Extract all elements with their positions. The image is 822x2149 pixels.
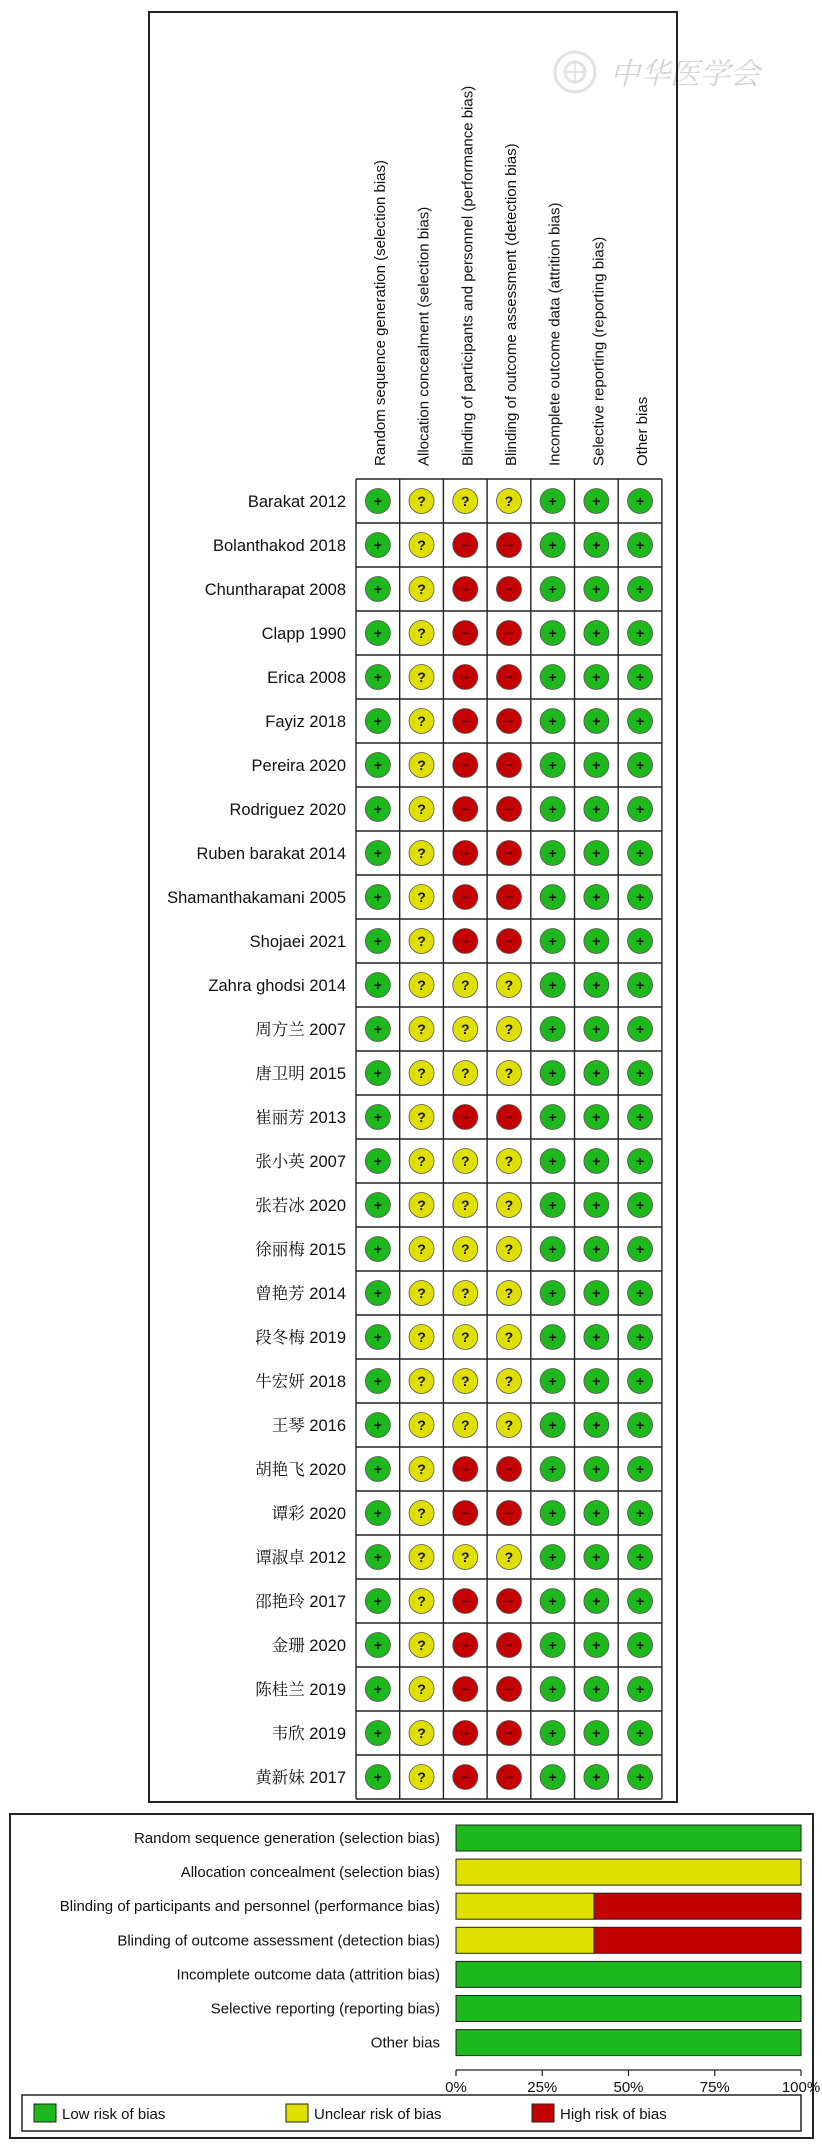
risk-symbol: + bbox=[373, 1505, 382, 1521]
risk-symbol: − bbox=[504, 757, 514, 773]
risk-symbol: − bbox=[461, 1593, 470, 1609]
risk-symbol: + bbox=[548, 1153, 557, 1169]
risk-symbol: + bbox=[548, 1197, 557, 1213]
graph-bar-segment bbox=[456, 1893, 594, 1919]
risk-symbol: ? bbox=[417, 1637, 426, 1653]
risk-symbol: ? bbox=[504, 1153, 514, 1169]
legend-label-unclear: Unclear risk of bias bbox=[314, 2106, 442, 2123]
risk-symbol: + bbox=[635, 889, 645, 905]
graph-bar-segment bbox=[594, 1893, 801, 1919]
risk-symbol: + bbox=[373, 1109, 382, 1125]
risk-symbol: + bbox=[548, 1461, 557, 1477]
risk-symbol: ? bbox=[504, 1373, 514, 1389]
risk-symbol: + bbox=[373, 625, 382, 641]
risk-symbol: + bbox=[592, 1285, 601, 1301]
risk-symbol: + bbox=[635, 1373, 645, 1389]
study-label: 唐卫明 2015 bbox=[255, 1065, 346, 1083]
risk-symbol: + bbox=[635, 933, 645, 949]
graph-bar-segment bbox=[456, 1859, 801, 1885]
graph-bar-segment bbox=[594, 1927, 801, 1953]
risk-symbol: + bbox=[373, 1593, 382, 1609]
study-label: 张小英 2007 bbox=[255, 1153, 346, 1171]
risk-symbol: + bbox=[548, 1505, 557, 1521]
study-label: 韦欣 2019 bbox=[271, 1725, 346, 1743]
study-label: Rodriguez 2020 bbox=[229, 801, 346, 819]
risk-symbol: ? bbox=[417, 1505, 426, 1521]
risk-symbol: − bbox=[461, 625, 470, 641]
risk-symbol: ? bbox=[460, 1373, 470, 1389]
study-label: Clapp 1990 bbox=[261, 625, 346, 643]
risk-symbol: + bbox=[548, 801, 557, 817]
risk-symbol: ? bbox=[417, 1681, 426, 1697]
risk-symbol: − bbox=[461, 889, 470, 905]
study-label: Bolanthakod 2018 bbox=[212, 537, 346, 555]
risk-symbol: + bbox=[548, 757, 557, 773]
study-label: 王琴 2016 bbox=[271, 1417, 346, 1435]
risk-symbol: − bbox=[504, 1593, 514, 1609]
risk-symbol: ? bbox=[460, 977, 470, 993]
risk-symbol: + bbox=[548, 1549, 557, 1565]
risk-symbol: ? bbox=[417, 1153, 426, 1169]
risk-symbol: ? bbox=[504, 1065, 514, 1081]
risk-symbol: + bbox=[635, 713, 645, 729]
risk-symbol: + bbox=[592, 889, 601, 905]
risk-symbol: + bbox=[592, 1153, 601, 1169]
risk-symbol: + bbox=[635, 669, 645, 685]
risk-symbol: + bbox=[548, 889, 557, 905]
risk-symbol: ? bbox=[460, 1065, 470, 1081]
risk-symbol: − bbox=[504, 845, 514, 861]
risk-symbol: ? bbox=[460, 1329, 470, 1345]
risk-symbol: ? bbox=[417, 889, 426, 905]
risk-symbol: + bbox=[635, 1461, 645, 1477]
risk-symbol: − bbox=[504, 1505, 514, 1521]
graph-category-label: Random sequence generation (selection bias) bbox=[133, 1830, 440, 1847]
summary-study-labels bbox=[167, 493, 346, 1787]
risk-symbol: + bbox=[635, 801, 645, 817]
risk-symbol: ? bbox=[417, 1461, 426, 1477]
risk-symbol: − bbox=[461, 1461, 470, 1477]
risk-symbol: ? bbox=[417, 1109, 426, 1125]
risk-symbol: + bbox=[592, 1593, 601, 1609]
risk-symbol: + bbox=[548, 1241, 557, 1257]
column-header: Other bias bbox=[634, 396, 652, 466]
study-label: 陈桂兰 2019 bbox=[255, 1681, 346, 1699]
risk-symbol: + bbox=[548, 1373, 557, 1389]
risk-symbol: + bbox=[592, 1021, 601, 1037]
risk-symbol: − bbox=[504, 713, 514, 729]
risk-symbol: + bbox=[548, 1725, 557, 1741]
risk-symbol: − bbox=[461, 1109, 470, 1125]
risk-symbol: + bbox=[373, 1065, 382, 1081]
risk-symbol: + bbox=[635, 1197, 645, 1213]
risk-symbol: − bbox=[504, 625, 514, 641]
graph-category-labels bbox=[60, 1830, 440, 2052]
risk-symbol: + bbox=[592, 1373, 601, 1389]
risk-symbol: + bbox=[635, 1329, 645, 1345]
risk-symbol: ? bbox=[460, 1417, 470, 1433]
risk-symbol: + bbox=[373, 1021, 382, 1037]
legend-swatch-low bbox=[34, 2104, 56, 2122]
risk-symbol: + bbox=[592, 1241, 601, 1257]
legend-swatch-high bbox=[532, 2104, 554, 2122]
summary-grid bbox=[356, 479, 662, 1799]
risk-symbol: ? bbox=[504, 1197, 514, 1213]
risk-symbol: + bbox=[548, 1285, 557, 1301]
risk-symbol: + bbox=[635, 1241, 645, 1257]
study-label: Barakat 2012 bbox=[247, 493, 346, 511]
risk-symbol: + bbox=[548, 1021, 557, 1037]
risk-symbol: − bbox=[461, 713, 470, 729]
risk-symbol: ? bbox=[460, 1549, 470, 1565]
risk-symbol: + bbox=[373, 713, 382, 729]
risk-symbol: + bbox=[373, 977, 382, 993]
study-label: Shamanthakamani 2005 bbox=[167, 889, 346, 907]
risk-symbol: − bbox=[504, 1769, 514, 1785]
risk-symbol: + bbox=[548, 1417, 557, 1433]
study-label: 金珊 2020 bbox=[271, 1637, 346, 1655]
column-header: Incomplete outcome data (attrition bias) bbox=[546, 202, 564, 466]
risk-symbol: ? bbox=[460, 1153, 470, 1169]
risk-symbol: + bbox=[548, 537, 557, 553]
risk-symbol: + bbox=[635, 1417, 645, 1433]
risk-symbol: + bbox=[592, 1329, 601, 1345]
risk-symbol: ? bbox=[504, 1329, 514, 1345]
risk-symbol: + bbox=[592, 1505, 601, 1521]
risk-symbol: − bbox=[461, 1769, 470, 1785]
risk-symbol: − bbox=[504, 889, 514, 905]
risk-symbol: + bbox=[592, 977, 601, 993]
risk-symbol: ? bbox=[417, 1197, 426, 1213]
risk-symbol: + bbox=[548, 1593, 557, 1609]
risk-symbol: − bbox=[504, 1681, 514, 1697]
risk-symbol: + bbox=[373, 669, 382, 685]
risk-symbol: + bbox=[635, 1065, 645, 1081]
risk-symbol: ? bbox=[417, 1725, 426, 1741]
risk-symbol: + bbox=[373, 1329, 382, 1345]
risk-symbol: + bbox=[373, 1241, 382, 1257]
risk-symbol: + bbox=[548, 713, 557, 729]
study-label: 黄新妹 2017 bbox=[255, 1769, 346, 1787]
risk-symbol: + bbox=[592, 1549, 601, 1565]
graph-category-label: Blinding of outcome assessment (detection bias) bbox=[117, 1932, 440, 1950]
study-label: 崔丽芳 2013 bbox=[255, 1109, 346, 1127]
risk-symbol: − bbox=[461, 1725, 470, 1741]
x-tick-label: 50% bbox=[613, 2079, 644, 2096]
risk-symbol: + bbox=[635, 1725, 645, 1741]
study-label: Chuntharapat 2008 bbox=[204, 581, 346, 599]
study-label: 徐丽梅 2015 bbox=[255, 1241, 346, 1259]
risk-symbol: ? bbox=[504, 977, 514, 993]
risk-symbol: − bbox=[461, 933, 470, 949]
risk-symbol: − bbox=[461, 1681, 470, 1697]
column-header: Allocation concealment (selection bias) bbox=[415, 206, 433, 466]
risk-symbol: ? bbox=[417, 801, 426, 817]
column-header: Blinding of outcome assessment (detection bias) bbox=[502, 143, 520, 466]
risk-symbol: ? bbox=[504, 493, 514, 509]
risk-symbol: + bbox=[373, 933, 382, 949]
risk-symbol: + bbox=[592, 493, 601, 509]
study-label: Zahra ghodsi 2014 bbox=[208, 977, 346, 995]
study-label: 谭彩 2020 bbox=[271, 1505, 346, 1523]
watermark-text: 中华医学会 bbox=[610, 58, 760, 91]
risk-symbol: − bbox=[504, 581, 514, 597]
study-label: 胡艳飞 2020 bbox=[255, 1461, 346, 1479]
risk-symbol: ? bbox=[417, 757, 426, 773]
risk-symbol: + bbox=[548, 1329, 557, 1345]
risk-symbol: ? bbox=[417, 625, 426, 641]
risk-symbol: ? bbox=[417, 537, 426, 553]
risk-symbol: + bbox=[373, 1769, 382, 1785]
graph-bar-segment bbox=[456, 1927, 594, 1953]
risk-symbol: − bbox=[504, 1109, 514, 1125]
risk-symbol: − bbox=[504, 1637, 514, 1653]
risk-symbol: ? bbox=[460, 493, 470, 509]
risk-symbol: + bbox=[592, 757, 601, 773]
risk-symbol: + bbox=[373, 537, 382, 553]
risk-symbol: − bbox=[461, 669, 470, 685]
study-label: 谭淑卓 2012 bbox=[255, 1549, 346, 1567]
graph-bar-segment bbox=[456, 1961, 801, 1987]
risk-symbol: ? bbox=[417, 493, 426, 509]
risk-symbol: + bbox=[635, 977, 645, 993]
risk-symbol: + bbox=[373, 1417, 382, 1433]
risk-symbol: ? bbox=[460, 1197, 470, 1213]
risk-symbol: + bbox=[635, 1109, 645, 1125]
risk-symbol: ? bbox=[417, 713, 426, 729]
risk-symbol: + bbox=[592, 1417, 601, 1433]
graph-category-label: Incomplete outcome data (attrition bias) bbox=[176, 1966, 440, 1984]
risk-symbol: − bbox=[461, 537, 470, 553]
risk-symbol: + bbox=[373, 845, 382, 861]
risk-symbol: ? bbox=[417, 1593, 426, 1609]
risk-symbol: + bbox=[373, 801, 382, 817]
risk-symbol: ? bbox=[504, 1241, 514, 1257]
risk-symbol: + bbox=[373, 1549, 382, 1565]
risk-symbol: ? bbox=[417, 1285, 426, 1301]
legend-label-high: High risk of bias bbox=[560, 2106, 667, 2123]
risk-symbol: + bbox=[373, 581, 382, 597]
risk-symbol: + bbox=[635, 581, 645, 597]
risk-symbol: + bbox=[548, 493, 557, 509]
risk-symbol: + bbox=[373, 1285, 382, 1301]
study-label: 段冬梅 2019 bbox=[255, 1329, 346, 1347]
risk-symbol: + bbox=[635, 537, 645, 553]
risk-symbol: − bbox=[461, 1637, 470, 1653]
study-label: 牛宏妍 2018 bbox=[255, 1373, 346, 1391]
risk-symbol: ? bbox=[417, 1065, 426, 1081]
risk-symbol: + bbox=[635, 1681, 645, 1697]
risk-symbol: + bbox=[373, 493, 382, 509]
risk-symbol: + bbox=[592, 1725, 601, 1741]
risk-symbol: ? bbox=[417, 1241, 426, 1257]
risk-symbol: + bbox=[548, 1769, 557, 1785]
risk-symbol: + bbox=[592, 1109, 601, 1125]
risk-symbol: + bbox=[592, 845, 601, 861]
watermark-seal-icon bbox=[555, 52, 595, 92]
graph-x-axis bbox=[445, 2070, 820, 2096]
risk-symbol: + bbox=[635, 625, 645, 641]
risk-symbol: − bbox=[461, 845, 470, 861]
study-label: Ruben barakat 2014 bbox=[196, 845, 346, 863]
risk-symbol: ? bbox=[460, 1021, 470, 1037]
risk-symbol: ? bbox=[417, 669, 426, 685]
risk-symbol: ? bbox=[417, 845, 426, 861]
risk-symbol: ? bbox=[460, 1241, 470, 1257]
study-label: 张若冰 2020 bbox=[255, 1197, 346, 1215]
risk-symbol: − bbox=[461, 1505, 470, 1521]
study-label: 邵艳玲 2017 bbox=[255, 1593, 346, 1611]
legend-label-low: Low risk of bias bbox=[62, 2106, 166, 2123]
graph-category-label: Blinding of participants and personnel (performance bias) bbox=[59, 1898, 440, 1916]
risk-symbol: ? bbox=[417, 1769, 426, 1785]
column-header: Blinding of participants and personnel (performance bias) bbox=[459, 85, 477, 466]
risk-symbol: + bbox=[592, 625, 601, 641]
risk-symbol: ? bbox=[417, 581, 426, 597]
graph-category-label: Other bias bbox=[370, 2034, 440, 2052]
risk-symbol: ? bbox=[417, 1021, 426, 1037]
column-header: Selective reporting (reporting bias) bbox=[590, 236, 608, 466]
risk-symbol: + bbox=[635, 757, 645, 773]
study-label: Fayiz 2018 bbox=[265, 713, 346, 731]
summary-column-headers bbox=[372, 86, 651, 466]
risk-symbol: + bbox=[635, 1593, 645, 1609]
risk-symbol: + bbox=[592, 581, 601, 597]
risk-symbol: − bbox=[461, 757, 470, 773]
risk-symbol: + bbox=[592, 801, 601, 817]
legend bbox=[22, 2095, 801, 2131]
risk-symbol: − bbox=[504, 537, 514, 553]
study-label: 周方兰 2007 bbox=[255, 1021, 346, 1039]
risk-symbol: + bbox=[373, 889, 382, 905]
risk-symbol: + bbox=[548, 1637, 557, 1653]
graph-category-label: Selective reporting (reporting bias) bbox=[210, 2000, 440, 2018]
risk-symbol: + bbox=[373, 1637, 382, 1653]
x-tick-label: 100% bbox=[781, 2079, 821, 2096]
risk-symbol: + bbox=[635, 1285, 645, 1301]
risk-symbol: ? bbox=[417, 1373, 426, 1389]
risk-symbol: + bbox=[592, 1065, 601, 1081]
watermark bbox=[555, 52, 763, 92]
risk-symbol: ? bbox=[504, 1021, 514, 1037]
risk-symbol: + bbox=[592, 713, 601, 729]
study-label: Shojaei 2021 bbox=[249, 933, 346, 951]
risk-symbol: + bbox=[592, 1637, 601, 1653]
risk-symbol: ? bbox=[417, 933, 426, 949]
risk-symbol: + bbox=[373, 1153, 382, 1169]
study-label: Pereira 2020 bbox=[251, 757, 346, 775]
risk-symbol: + bbox=[635, 1769, 645, 1785]
risk-symbol: + bbox=[548, 1065, 557, 1081]
legend-swatch-unclear bbox=[286, 2104, 308, 2122]
risk-symbol: + bbox=[592, 1681, 601, 1697]
risk-symbol: + bbox=[373, 1725, 382, 1741]
risk-symbol: + bbox=[373, 1681, 382, 1697]
risk-symbol: + bbox=[592, 1461, 601, 1477]
study-label: 曾艳芳 2014 bbox=[255, 1285, 346, 1303]
graph-category-label: Allocation concealment (selection bias) bbox=[180, 1864, 440, 1882]
risk-symbol: + bbox=[548, 933, 557, 949]
risk-symbol: + bbox=[548, 1681, 557, 1697]
risk-symbol: − bbox=[504, 933, 514, 949]
graph-bar-segment bbox=[456, 1996, 801, 2022]
column-header: Random sequence generation (selection bias) bbox=[371, 159, 389, 466]
risk-symbol: + bbox=[373, 1373, 382, 1389]
graph-bar-segment bbox=[456, 1825, 801, 1851]
risk-symbol: − bbox=[504, 801, 514, 817]
risk-symbol: + bbox=[635, 493, 645, 509]
risk-symbol: + bbox=[592, 1197, 601, 1213]
risk-symbol: + bbox=[592, 669, 601, 685]
risk-symbol: ? bbox=[504, 1285, 514, 1301]
risk-symbol: + bbox=[635, 1637, 645, 1653]
x-tick-label: 0% bbox=[445, 2079, 467, 2096]
risk-symbol: + bbox=[592, 1769, 601, 1785]
risk-symbol: ? bbox=[504, 1549, 514, 1565]
risk-symbol: + bbox=[635, 1021, 645, 1037]
risk-symbol: + bbox=[373, 757, 382, 773]
risk-symbol: + bbox=[635, 1549, 645, 1565]
risk-symbol: ? bbox=[460, 1285, 470, 1301]
x-tick-label: 75% bbox=[699, 2079, 730, 2096]
risk-symbol: + bbox=[635, 845, 645, 861]
risk-symbol: − bbox=[461, 801, 470, 817]
risk-symbol: ? bbox=[417, 1417, 426, 1433]
risk-symbol: + bbox=[592, 933, 601, 949]
risk-symbol: + bbox=[548, 625, 557, 641]
risk-symbol: + bbox=[635, 1153, 645, 1169]
risk-symbol: − bbox=[461, 581, 470, 597]
study-label: Erica 2008 bbox=[267, 669, 346, 687]
risk-symbol: + bbox=[373, 1197, 382, 1213]
risk-symbol: − bbox=[504, 1725, 514, 1741]
risk-symbol: + bbox=[548, 1109, 557, 1125]
risk-symbol: + bbox=[548, 977, 557, 993]
risk-symbol: ? bbox=[417, 1329, 426, 1345]
risk-symbol: + bbox=[635, 1505, 645, 1521]
risk-symbol: ? bbox=[504, 1417, 514, 1433]
graph-bar-segment bbox=[456, 2030, 801, 2056]
risk-symbol: ? bbox=[417, 1549, 426, 1565]
risk-symbol: + bbox=[592, 537, 601, 553]
x-tick-label: 25% bbox=[527, 2079, 558, 2096]
risk-symbol: ? bbox=[417, 977, 426, 993]
risk-symbol: + bbox=[373, 1461, 382, 1477]
risk-symbol: − bbox=[504, 669, 514, 685]
risk-symbol: + bbox=[548, 581, 557, 597]
risk-symbol: + bbox=[548, 669, 557, 685]
graph-bars bbox=[456, 1825, 801, 2056]
risk-symbol: + bbox=[548, 845, 557, 861]
risk-symbol: − bbox=[504, 1461, 514, 1477]
